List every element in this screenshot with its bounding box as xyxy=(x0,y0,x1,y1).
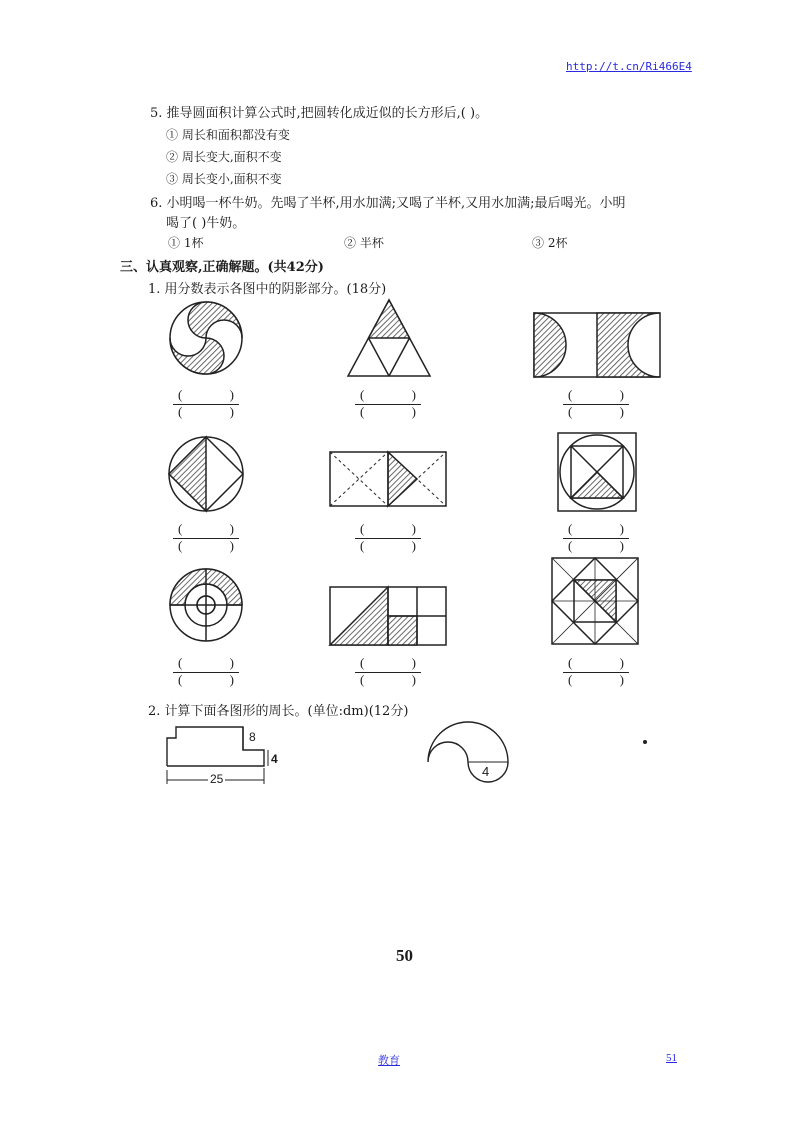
page-number-right[interactable]: 51 xyxy=(666,1052,677,1064)
dim-radius-label: 4 xyxy=(482,764,490,779)
figure-rectangle-diagonal xyxy=(330,587,446,645)
figure-circle-square xyxy=(169,437,243,511)
section-3-item-2: 2. 计算下面各图形的周长。(单位:dm)(12分) xyxy=(148,704,409,719)
fraction-answer-2[interactable]: ( ) ( ) xyxy=(352,388,424,422)
header-url-link[interactable]: http://t.cn/Ri466E4 xyxy=(566,60,692,73)
question-6-option-2: ② 半杯 xyxy=(344,236,384,250)
figure-triangle xyxy=(348,300,430,376)
question-5-option-1: ① 周长和面积都没有变 xyxy=(166,128,290,142)
question-6-stem-line1: 6. 小明喝一杯牛奶。先喝了半杯,用水加满;又喝了半杯,又用水加满;最后喝光。小明 xyxy=(150,196,626,211)
question-5-option-3: ③ 周长变小,面积不变 xyxy=(166,172,282,186)
dim-width-label: 25 xyxy=(210,772,224,786)
section-3-item-1: 1. 用分数表示各图中的阴影部分。(18分) xyxy=(148,282,387,297)
question-6-stem-line2: 喝了( )牛奶。 xyxy=(166,216,246,231)
fraction-answer-5[interactable]: ( ) ( ) xyxy=(352,522,424,556)
figure-square-circle-square xyxy=(558,433,636,511)
fraction-answer-4[interactable]: ( ) ( ) xyxy=(170,522,242,556)
figure-rectangle-semicircles xyxy=(534,313,660,377)
figure-rectangle-dashed xyxy=(330,452,446,506)
fraction-answer-9[interactable]: ( ) ( ) xyxy=(560,656,632,690)
footer-link[interactable]: 教育 xyxy=(378,1054,400,1067)
page-number-center: 50 xyxy=(396,946,413,965)
perimeter-figure-semicircles xyxy=(428,722,508,782)
fraction-answer-3[interactable]: ( ) ( ) xyxy=(560,388,632,422)
dim-step-label: 4 xyxy=(271,752,278,766)
question-6-option-1: ① 1杯 xyxy=(168,236,204,250)
question-6-option-3: ③ 2杯 xyxy=(532,236,568,250)
fraction-answer-7[interactable]: ( ) ( ) xyxy=(170,656,242,690)
fraction-answer-1[interactable]: ( ) ( ) xyxy=(170,388,242,422)
fraction-answer-8[interactable]: ( ) ( ) xyxy=(352,656,424,690)
figure-concentric-circles xyxy=(170,569,242,641)
figure-square-diamonds xyxy=(552,558,638,644)
section-3-title: 三、认真观察,正确解题。(共42分) xyxy=(120,260,324,275)
stray-dot xyxy=(643,740,647,744)
figure-circle-swirl xyxy=(170,302,242,374)
dim-height-label: 8 xyxy=(249,730,256,744)
fraction-answer-6[interactable]: ( ) ( ) xyxy=(560,522,632,556)
question-5-stem: 5. 推导圆面积计算公式时,把圆转化成近似的长方形后,( )。 xyxy=(150,106,489,121)
question-5-option-2: ② 周长变大,面积不变 xyxy=(166,150,282,164)
